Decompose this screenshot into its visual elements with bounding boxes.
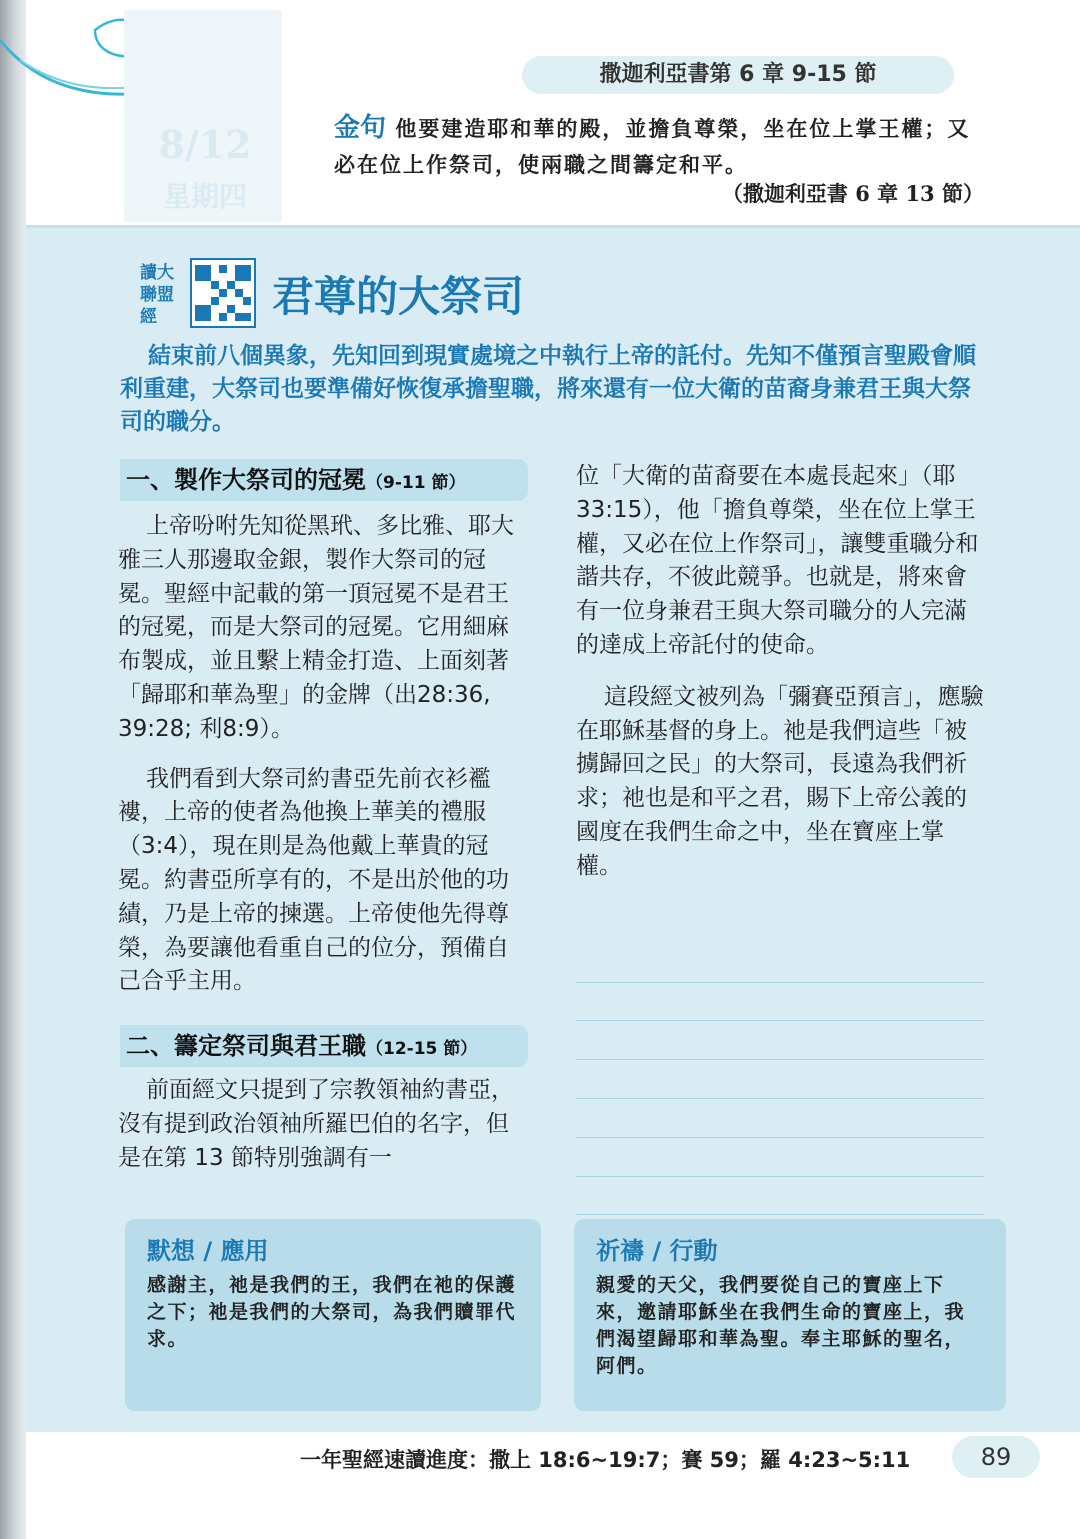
section-1-heading (120, 459, 528, 501)
qr-code-icon[interactable] (190, 258, 256, 328)
section-2-paragraph-1: 前面經文只提到了宗教領袖約書亞，沒有提到政治領袖所羅巴伯的名字，但是在第 13 節特別強調有一 (118, 1077, 514, 1171)
reading-progress: 一年聖經速讀進度：撒上 18:6~19:7；賽 59；羅 4:23~5:11 (300, 1448, 911, 1472)
qr-label: 讀大聯盟經 (140, 263, 174, 327)
section-1-paragraph-1: 上帝吩咐先知從黑玳、多比雅、耶大雅三人那邊取金銀，製作大祭司的冠冕。聖經中記載的第一頂冠冕不是君王的冠冕，而是大祭司的冠冕。它用細麻布製成，並且繫上精金打造、上面刻著「歸耶和華為聖」的金牌（出28:36, 39:28; 利8:9）。 (118, 513, 514, 742)
meditation-text: 感謝主，祂是我們的王，我們在祂的保護之下；祂是我們的大祭司，為我們贖罪代求。 (147, 1274, 517, 1350)
note-line[interactable] (576, 1176, 984, 1177)
section-2-body (118, 1074, 528, 1175)
note-line[interactable] (576, 1020, 984, 1021)
page-title: 君尊的大祭司 (272, 272, 525, 321)
scripture-reference: 撒迦利亞書第 6 章 9-15 節 (522, 56, 954, 94)
intro-paragraph: 結束前八個異象，先知回到現實處境之中執行上帝的託付。先知不僅預言聖殿會順利重建，大祭司也要準備好恢復承擔聖職，將來還有一位大衛的苗裔身兼君王與大祭司的職分。 (120, 343, 976, 435)
note-line[interactable] (576, 1059, 984, 1060)
golden-verse-label: 金句 (334, 113, 387, 143)
right-paragraph-2: 這段經文被列為「彌賽亞預言」，應驗在耶穌基督的身上。祂是我們這些「被擄歸回之民」的大祭司，長遠為我們祈求；祂也是和平之君，賜下上帝公義的國度在我們生命之中，坐在寶座上掌權。 (576, 683, 984, 879)
note-line[interactable] (576, 1214, 984, 1215)
book-spine (0, 0, 26, 1539)
section-2-heading (120, 1025, 528, 1067)
note-line[interactable] (576, 982, 984, 983)
note-line[interactable] (576, 1098, 984, 1099)
prayer-text: 親愛的天父，我們要從自己的寶座上下來，邀請耶穌坐在我們生命的寶座上，我們渴望歸耶和華為聖。奉主耶穌的聖名，阿們。 (596, 1274, 966, 1377)
golden-verse (334, 110, 984, 183)
meditation-box (125, 1219, 541, 1411)
section-1-verses: （9-11 節） (366, 473, 466, 493)
section-1-paragraph-2: 我們看到大祭司約書亞先前衣衫襤褸，上帝的使者為他換上華美的禮服（3:4），現在則是為他戴上華貴的冠冕。約書亞所享有的，不是出於他的功績，乃是上帝的揀選。上帝使他先得尊榮，為要讓他看重自己的位分，預備自己合乎主用。 (118, 765, 509, 995)
golden-verse-text: 他要建造耶和華的殿，並擔負尊榮，坐在位上掌王權；又必在位上作祭司，使兩職之間籌定和平。 (334, 116, 971, 177)
note-line[interactable] (576, 1137, 984, 1138)
right-column-body (576, 460, 986, 884)
section-1-body (118, 510, 528, 999)
meditation-title: 默想 / 應用 (147, 1237, 269, 1265)
section-2-verses: （12-15 節） (366, 1039, 478, 1059)
date-label: 8/12 (158, 122, 252, 167)
right-paragraph-1: 位「大衛的苗裔要在本處長起來」（耶 33:15），他「擔負尊榮，坐在位上掌王權，又必在位上作祭司」，讓雙重職分和諧共存，不彼此競爭。也就是，將來會有一位身兼君王與大祭司職分的人完滿的達成上帝託付的使命。 (576, 463, 979, 658)
page-number: 89 (952, 1436, 1040, 1478)
prayer-title: 祈禱 / 行動 (596, 1237, 718, 1265)
section-2-title: 二、籌定祭司與君王職 (126, 1032, 366, 1060)
day-label: 星期四 (162, 180, 247, 213)
golden-verse-reference: （撒迦利亞書 6 章 13 節） (721, 181, 984, 206)
section-1-title: 一、製作大祭司的冠冕 (126, 466, 366, 494)
prayer-box (574, 1219, 1006, 1411)
